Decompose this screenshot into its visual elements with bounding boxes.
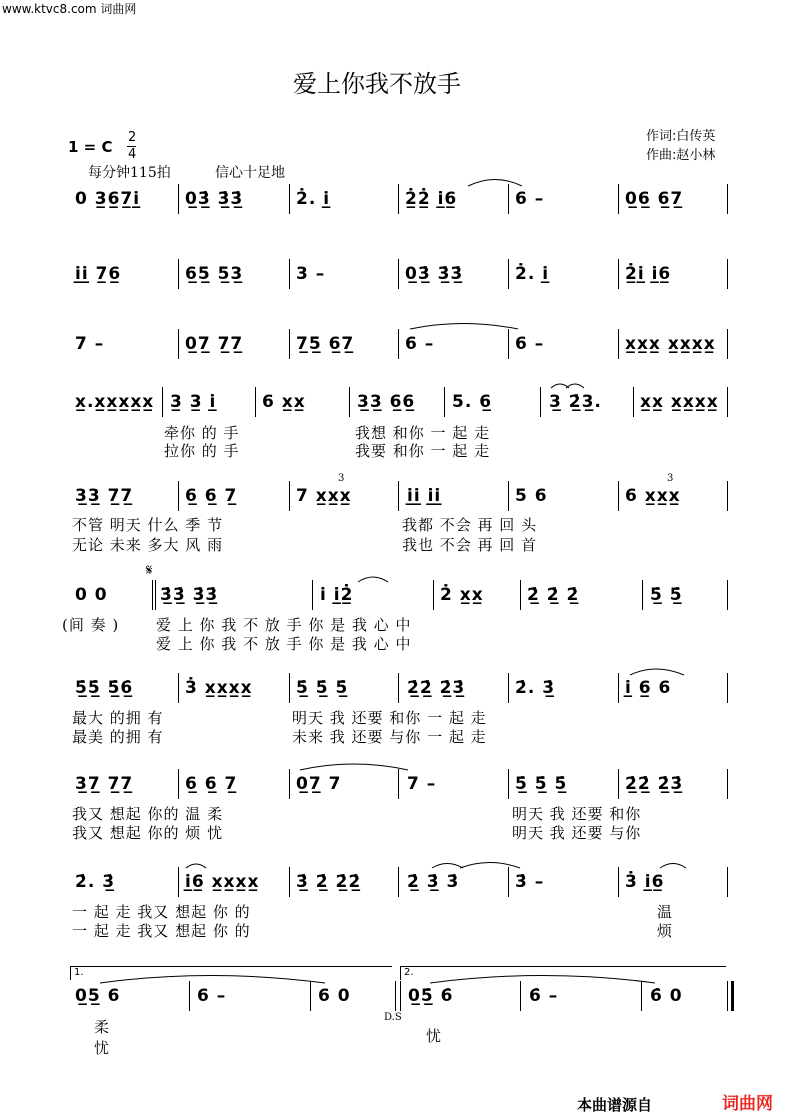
measure: 2̲̇i̲̇ i̲̇6̲	[625, 264, 672, 284]
measure: 3 –	[296, 264, 326, 284]
measure: i̲̇i̲̇ i̲̇i̲̇	[407, 486, 442, 506]
tempo: 每分钟115拍	[88, 165, 171, 181]
lyric-line: (间 奏 )	[62, 616, 120, 634]
measure: 5 6	[515, 486, 548, 506]
lyric-line: 无论 未来 多大 风 雨	[72, 536, 224, 554]
measure: 5̲̇ 5̲̇ 5̲̇	[296, 678, 349, 698]
measure: 5̲̇5̲̇ 5̲̇6̲̇	[75, 678, 134, 698]
measure: x̲.x̲x̲x̲x̲x̲	[75, 392, 155, 412]
key-signature: 1 = C	[68, 138, 113, 156]
measure: 6̲5̲ 5̲3̲	[185, 264, 244, 284]
measure: 3̲ 2̲̇3̲.	[549, 392, 602, 412]
lyricist: 作词:白传英	[646, 129, 716, 144]
measure: 6 –	[515, 334, 545, 354]
lyric-line: 明天 我 还要 和你 一 起 走	[292, 709, 487, 727]
measure: 3̲ 3̲ i̲̇	[170, 392, 217, 412]
measure: 3̇ i̲̇6̲	[625, 872, 665, 892]
measure: 6 –	[515, 189, 545, 209]
ds-mark: D.S	[384, 1012, 402, 1023]
lyric-line: 明天 我 还要 和你	[512, 805, 642, 823]
measure: 2̲̇ 3̲̇ 3̇	[407, 872, 460, 892]
lyric-line: 爱 上 你 我 不 放 手 你 是 我 心 中	[156, 616, 412, 634]
measure: 6 0	[318, 986, 351, 1006]
lyric-line: 我要 和你 一 起 走	[355, 442, 491, 460]
composer: 作曲:赵小林	[646, 148, 716, 163]
lyric-line: 牵你 的 手	[164, 424, 240, 442]
measure: 3̇ –	[515, 872, 545, 892]
lyric-line: 我都 不会 再 回 头	[402, 516, 538, 534]
measure: 6 x̲x̲x̲	[625, 486, 681, 506]
measure: 5̲̇ 5̲̇	[650, 585, 683, 605]
lyric-line: 我又 想起 你的 烦 忧	[72, 824, 224, 842]
lyric-line: 不管 明天 什么 季 节	[72, 516, 224, 534]
measure: 0̲7̲ 7	[296, 774, 342, 794]
lyric-line: 烦	[657, 922, 674, 940]
measure: 7̲5̲ 6̲7̲	[296, 334, 355, 354]
measure: 0̲6̲ 6̲7̲	[625, 189, 684, 209]
measure: 2̲̇ 2̲̇ 2̲̇	[527, 585, 580, 605]
measure: 0̲5̲ 6	[75, 986, 121, 1006]
lyric-line: 爱 上 你 我 不 放 手 你 是 我 心 中	[156, 635, 412, 653]
lyric-line: 未来 我 还要 与你 一 起 走	[292, 728, 487, 746]
measure: x̲x̲ x̲x̲x̲x̲	[640, 392, 719, 412]
triplet-mark: 3	[667, 473, 674, 484]
time-sig-top: 2	[128, 130, 137, 145]
measure: 6 –	[197, 986, 227, 1006]
watermark-top: www.ktvc8.com 词曲网	[2, 2, 137, 16]
lyric-line: 温	[657, 903, 674, 921]
measure: 6 –	[405, 334, 435, 354]
measure: i̲̇i̲̇ 7̲6̲	[75, 264, 122, 284]
lyric-line: 我也 不会 再 回 首	[402, 536, 538, 554]
lyric-line: 最大 的拥 有	[72, 709, 164, 727]
measure: 0̲3̲̇ 3̲̇3̲̇	[405, 264, 464, 284]
song-title: 爱上你我不放手	[293, 70, 461, 98]
measure: 2̇. 3̲̇	[515, 678, 556, 698]
measure: 3̲3̲ 6̲6̲	[357, 392, 416, 412]
measure: 3̲̇ 2̲̇ 2̲̇2̲̇	[296, 872, 362, 892]
measure: i̲̇6̲ x̲x̲x̲x̲	[185, 872, 260, 892]
segno-sign: 𝄋	[146, 561, 153, 579]
measure: 0̲3̲̇ 3̲̇3̲̇	[185, 189, 244, 209]
expression: 信心十足地	[215, 165, 285, 181]
measure: 2̇ x̲x̲	[440, 585, 484, 605]
measure: 0̲7̲ 7̲7̲	[185, 334, 244, 354]
time-sig-bottom: 4	[128, 147, 137, 162]
measure: 2̲̇2̲̇ i̲̇6̲	[405, 189, 458, 209]
measure: 6 x̲x̲	[262, 392, 306, 412]
measure: 0 3̲6̲7̲i̲̇	[75, 189, 141, 209]
measure: 3̲̇3̲̇ 3̲̇3̲̇	[160, 585, 219, 605]
measure: 6̲ 6̲ 7̲	[185, 774, 238, 794]
lyric-line: 拉你 的 手	[164, 442, 240, 460]
measure: 7 –	[407, 774, 437, 794]
triplet-mark: 3	[338, 473, 345, 484]
measure: 6̲ 6̲ 7̲	[185, 486, 238, 506]
measure: 2̇. 3̲̇	[75, 872, 116, 892]
lyric-line: 忧	[94, 1039, 111, 1057]
measure: 7 –	[75, 334, 105, 354]
measure: 2̇. i̲̇	[515, 264, 550, 284]
measure: 3̲3̲ 7̲7̲	[75, 486, 134, 506]
lyric-line: 一 起 走 我又 想起 你 的	[72, 903, 251, 921]
lyric-line: 一 起 走 我又 想起 你 的	[72, 922, 251, 940]
measure: 2̲̇2̲̇ 2̲̇3̲̇	[625, 774, 684, 794]
lyric-line: 我想 和你 一 起 走	[355, 424, 491, 442]
measure: 6̇ 0	[650, 986, 683, 1006]
lyric-line: 明天 我 还要 与你	[512, 824, 642, 842]
footer-site-link[interactable]: 词曲网	[722, 1094, 773, 1114]
lyric-line: 我又 想起 你的 温 柔	[72, 805, 224, 823]
measure: 2̲̇2̲̇ 2̲̇3̲̇	[407, 678, 466, 698]
measure: x̲x̲x̲ x̲x̲x̲x̲	[625, 334, 716, 354]
measure: i̇ i̲̇2̲̇	[320, 585, 354, 605]
measure: 2̇. i̲̇	[296, 189, 331, 209]
measure: i̲̇ 6̲ 6	[625, 678, 672, 698]
measure: 0̲5̲̇ 6̇	[408, 986, 454, 1006]
measure: 3̇ x̲x̲x̲x̲	[185, 678, 253, 698]
measure: 5̲̇ 5̲̇ 5̲̇	[515, 774, 568, 794]
measure: 7 x̲x̲x̲	[296, 486, 352, 506]
lyric-line: 柔	[94, 1018, 111, 1036]
measure: 6̇ –	[529, 986, 559, 1006]
footer-source: 本曲谱源自	[577, 1096, 653, 1114]
measure: 5. 6̲	[452, 392, 493, 412]
measure: 0 0	[75, 585, 108, 605]
lyric-line: 最美 的拥 有	[72, 728, 164, 746]
lyric-line: 忧	[426, 1027, 443, 1045]
volta-2-label: 2.	[404, 967, 414, 978]
volta-1-label: 1.	[74, 967, 84, 978]
measure: 3̲7̲ 7̲7̲	[75, 774, 134, 794]
